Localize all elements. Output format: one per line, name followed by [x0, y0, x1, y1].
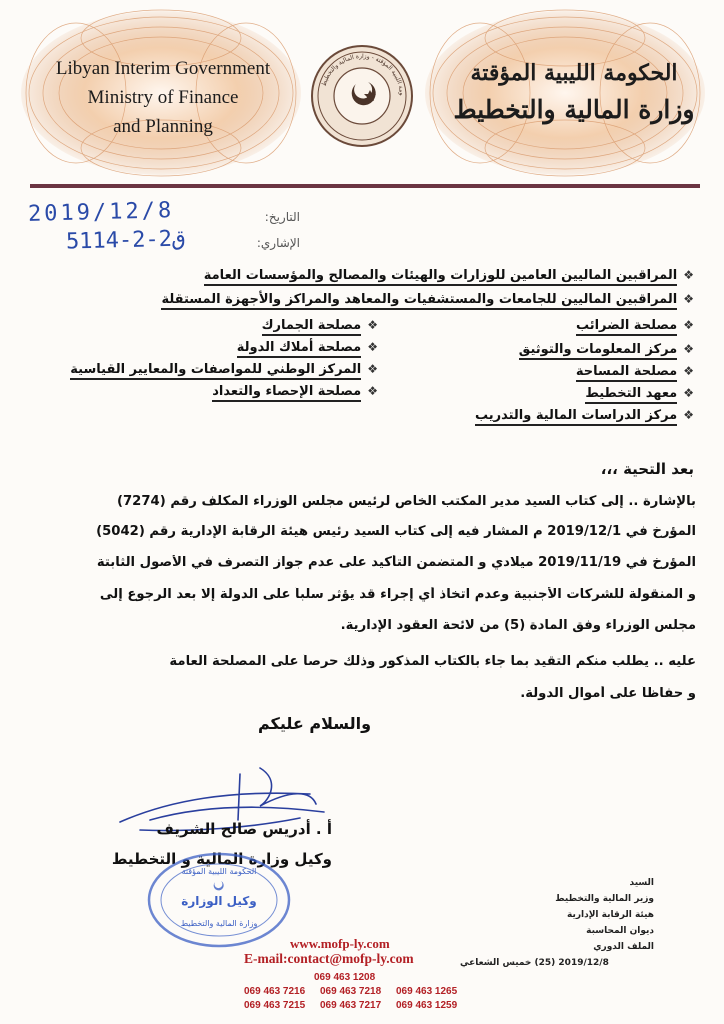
stamp-crescent-icon [214, 881, 224, 890]
body-line-3: المؤرخ في 2019/11/19 ميلادي و المتضمن التأكيد على عدم جواز التصرف في الأصول الثابتة [96, 555, 696, 570]
stamp-middle-text: وكيل الوزارة [181, 894, 257, 908]
diamond-bullet-icon: ❖ [683, 408, 694, 422]
distribution-item-4: ديوان المحاسبة [586, 926, 654, 936]
distribution-item-1: السيد [629, 878, 654, 888]
english-ministry-name: Ministry of Finance [87, 87, 239, 108]
footer-phone-r1-2: 069 463 7218 [320, 986, 382, 997]
diamond-bullet-icon: ❖ [367, 362, 378, 376]
diamond-bullet-icon: ❖ [683, 268, 694, 282]
diamond-bullet-icon: ❖ [683, 386, 694, 400]
stamp-bottom-text: وزارة المالية والتخطيط [180, 919, 258, 928]
arabic-letterhead [440, 56, 708, 130]
letterhead-divider [30, 184, 700, 188]
footer-phone-r2-3: 069 463 1259 [396, 1000, 458, 1011]
arabic-ministry-name: وزارة المالية والتخطيط [453, 95, 695, 124]
recipient-left-1: ❖مصلحة الجمارك [262, 318, 378, 333]
distribution-item-2: وزير المالية والتخطيط [555, 894, 654, 904]
recipient-right-3: ❖مصلحة المساحة [576, 364, 694, 379]
body-line-4: و المنقولة للشركات الأجنبية وعدم اتخاذ أي إجراء قد يؤثر سلباً على الدولة إلا بعد الرجوع إلى [99, 587, 696, 602]
diamond-bullet-icon: ❖ [683, 342, 694, 356]
distribution-item-5: الملف الدوري [593, 942, 654, 952]
recipient-full-1: ❖المراقبين الماليين العامين للوزارات والهيئات والمصالح والمؤسسات العامة [204, 268, 694, 283]
distribution-item-3: هيئة الرقابة الإدارية [567, 910, 654, 920]
english-letterhead [28, 54, 298, 141]
recipient-right-5: ❖مركز الدراسات المالية والتدريب [475, 408, 694, 423]
signer-title: وكيل وزارة المالية و التخطيط [111, 850, 332, 868]
recipient-left-2: ❖مصلحة أملاك الدولة [237, 340, 378, 355]
ministry-seal-emblem [310, 44, 414, 148]
recipient-right-1: ❖مصلحة الضرائب [576, 318, 694, 333]
footer-phone-r2-2: 069 463 7217 [320, 1000, 382, 1011]
body-line-6: عليه .. يطلب منكم التقيد بما جاء بالكتاب المذكور وذلك حرصاً على المصلحة العامة [169, 654, 696, 669]
handwritten-date: 2019/12/8 [27, 198, 175, 227]
official-blue-stamp [145, 850, 293, 950]
recipient-right-4: ❖معهد التخطيط [585, 386, 694, 401]
date-label: التاريخ: [264, 210, 300, 224]
recipient-full-2: ❖المراقبين الماليين للجامعات والمستشفيات والمعاهد والمراكز والأجهزة المستقلة [161, 292, 694, 307]
seal-ring-text: ومة الليبية المؤقتة - وزارة المالية والتخطيط [320, 52, 406, 96]
diamond-bullet-icon: ❖ [683, 364, 694, 378]
stamp-top-text: الحكومة الليبية المؤقتة [181, 867, 257, 876]
closing-salutation: والسلام عليكم [258, 714, 372, 733]
footer-website: www.mofp-ly.com [290, 936, 390, 951]
signer-name: أ . أدريس صالح الشريف [156, 820, 332, 838]
body-line-7: و حفاظاً على أموال الدولة. [520, 686, 696, 701]
body-line-5: مجلس الوزراء وفق المادة (5) من لائحة العقود الإدارية. [340, 618, 696, 633]
handwritten-reference: 5114-ق2-2 [65, 226, 186, 255]
diamond-bullet-icon: ❖ [367, 340, 378, 354]
body-line-2: المؤرخ في 2019/12/1 م المشار فيه إلى كتاب السيد رئيس هيئة الرقابة الإدارية رقم (5042) [96, 524, 696, 539]
reference-label: الإشاري: [256, 236, 300, 250]
footer-phone-r1-1: 069 463 7216 [244, 986, 306, 997]
diamond-bullet-icon: ❖ [367, 318, 378, 332]
diamond-bullet-icon: ❖ [683, 292, 694, 306]
footer-email: E-mail:contact@mofp-ly.com [244, 951, 414, 966]
distribution-footer-note: 2019/12/8 (25) خميس الشعاعي [460, 958, 609, 968]
recipient-left-4: ❖مصلحة الإحصاء والتعداد [212, 384, 378, 399]
body-line-1: بالإشارة .. إلى كتاب السيد مدير المكتب الخاص لرئيس مجلس الوزراء المكلف رقم (7274) [116, 494, 696, 509]
english-ministry-suffix: and Planning [113, 116, 213, 137]
greeting: بعد التحية ،،، [600, 460, 694, 478]
recipient-right-2: ❖مركز المعلومات والتوثيق [519, 342, 694, 357]
arabic-gov-name: الحكومة الليبية المؤقتة [470, 60, 678, 86]
english-gov-name: Libyan Interim Government [55, 58, 271, 79]
footer-phone-r1-3: 069 463 1265 [396, 986, 458, 997]
footer-phone-r2-1: 069 463 7215 [244, 1000, 306, 1011]
diamond-bullet-icon: ❖ [683, 318, 694, 332]
recipient-left-3: ❖المركز الوطني للمواصفات والمعايير القياسية [70, 362, 378, 377]
footer-phone-main: 069 463 1208 [314, 972, 376, 983]
diamond-bullet-icon: ❖ [367, 384, 378, 398]
